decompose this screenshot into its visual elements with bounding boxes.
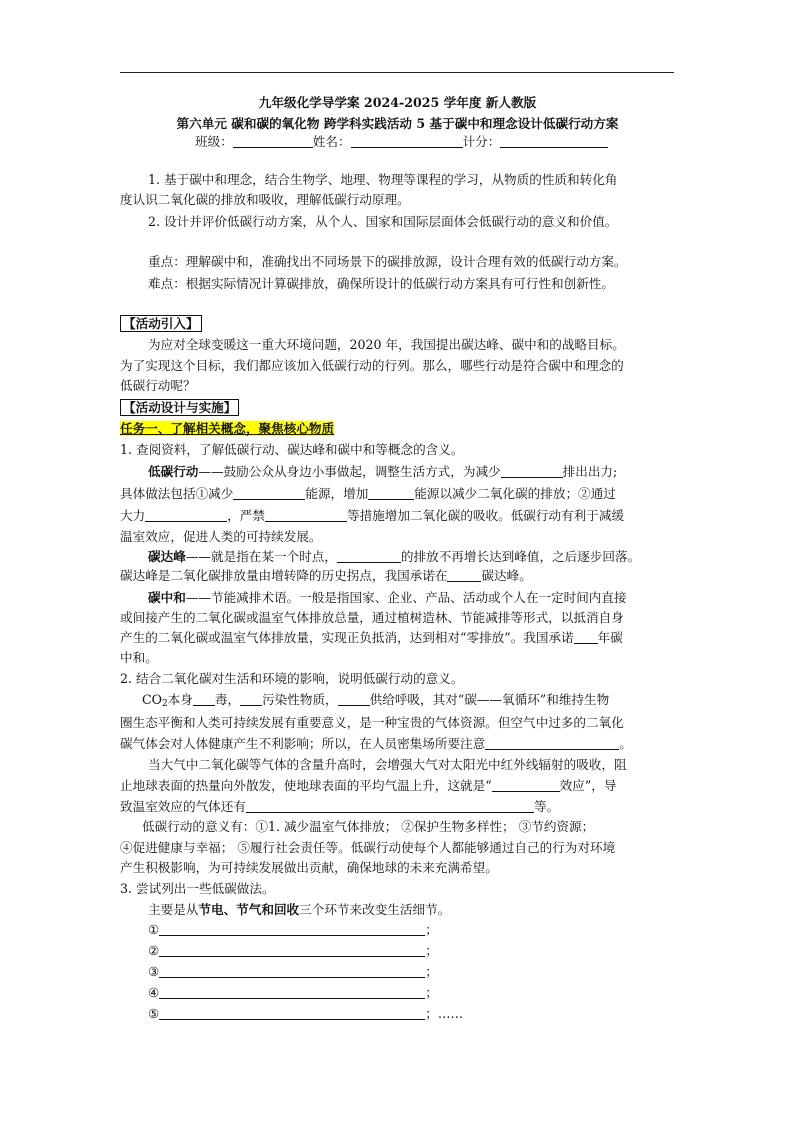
question-2: 2. 结合二氧化碳对生活和环境的影响，说明低碳行动的意义。: [120, 671, 464, 686]
student-info-row: [195, 132, 608, 152]
neutral-line2: 或间接产生的二氧化碳或温室气体排放总量，通过植树造林、节能减排等形式，以抵消自身: [120, 610, 624, 625]
blank-effect[interactable]: [492, 777, 560, 792]
score-field[interactable]: [500, 133, 608, 148]
score-label: 计分：: [462, 134, 501, 149]
blank-toxic[interactable]: [193, 691, 215, 706]
practice-item-1: ① ；: [148, 922, 438, 937]
practice-blank-4[interactable]: [159, 984, 425, 999]
difficult-point: 难点：根据实际情况计算碳排放，确保所设计的低碳行动方案具有可行性和创新性。: [148, 276, 614, 291]
goal-2: 2. 设计并评价低碳行动方案，从个人、国家和国际层面体会低碳行动的意义和价值。: [148, 214, 618, 229]
practice-item-5: ⑤ ；……: [148, 1006, 464, 1021]
co2-line3: 碳气体会对人体健康产生不利影响；所以，在人员密集场所要注意 。: [120, 736, 632, 751]
low-carbon-line2: 具体做法包括①减少 能源，增加 能源以减少二氧化碳的排放；②通过: [120, 486, 616, 501]
doc-title: 九年级化学导学案 2024-2025 学年度 新人教版: [258, 95, 537, 110]
intro-p1: 为应对全球变暖这一重大环境问题，2020 年，我国提出碳达峰、碳中和的战略目标。: [148, 337, 625, 352]
practice-item-2: ② ；: [148, 943, 438, 958]
main-approach: 主要是从节电、节气和回收三个环节来改变生活细节。: [148, 902, 451, 917]
practice-blank-1[interactable]: [159, 921, 425, 936]
neutral-line4: 中和。: [120, 650, 158, 665]
greenhouse-line2: 止地球表面的热量向外散发，使地球表面的平均气温上升，这就是“ 效应”，导: [120, 778, 617, 793]
blank-crowded-place[interactable]: [485, 735, 619, 750]
practice-blank-3[interactable]: [159, 963, 425, 978]
blank-vigorously[interactable]: [145, 507, 227, 522]
blank-peak-emission[interactable]: [337, 548, 401, 563]
blank-prohibit[interactable]: [265, 507, 347, 522]
low-carbon-line3: 大力 ，严禁 等措施增加二氧化碳的吸收。低碳行动有利于减缓: [120, 508, 625, 523]
greenhouse-line1: 当大气中二氧化碳等气体的含量升高时，会增强大气对太阳光中红外线辐射的吸收，阻: [148, 757, 627, 772]
low-carbon-line1: 低碳行动——鼓励公众从身边小事做起，调整生活方式，为减少 排出出力;: [148, 464, 618, 479]
peak-line2: 碳达峰是二氧化碳排放量由增转降的历史拐点，我国承诺在 碳达峰。: [120, 568, 532, 583]
goal-1a: 1. 基于碳中和理念，结合生物学、地理、物理等课程的学习，从物质的性质和转化角: [148, 172, 618, 187]
name-field[interactable]: [351, 133, 463, 148]
class-field[interactable]: [233, 133, 313, 148]
co2-line2: 圈生态平衡和人类可持续发展有重要意义，是一种宝贵的气体资源。但空气中过多的二氧化: [120, 715, 624, 730]
top-rule: [120, 72, 674, 73]
meaning-line2: ④促进健康与幸福； ⑤履行社会责任等。低碳行动使每个人都能够通过自己的行为对环境: [120, 840, 616, 855]
intro-p2: 为了实现这个目标，我们都应该加入低碳行动的行列。那么，哪些行动是符合碳中和理念的: [120, 358, 624, 373]
practice-blank-2[interactable]: [159, 942, 425, 957]
intro-p3: 低碳行动呢？: [120, 378, 196, 393]
blank-pollutant[interactable]: [240, 691, 262, 706]
class-label: 班级：: [195, 134, 233, 149]
neutral-line1: 碳中和——节能减排术语。一般是指国家、企业、产品、活动或个人在一定时间内直接: [148, 590, 627, 605]
practice-blank-5[interactable]: [159, 1005, 425, 1020]
question-3: 3. 尝试列出一些低碳做法。: [120, 881, 275, 896]
name-label: 姓名：: [312, 134, 351, 149]
key-point: 重点：理解碳中和，准确找出不同场景下的碳排放源，设计合理有效的低碳行动方案。: [148, 254, 627, 269]
practice-item-4: ④ ；: [148, 985, 438, 1000]
meaning-line3: 产生积极影响，为可持续发展做出贡献，确保地球的未来充满希望。: [120, 860, 498, 875]
blank-energy-reduce[interactable]: [233, 485, 305, 500]
question-1: 1. 查阅资料，了解低碳行动、碳达峰和碳中和等概念的含义。: [120, 442, 464, 457]
blank-energy-increase[interactable]: [368, 485, 414, 500]
co2-line1: $CO_2$本身 毒， 污染性物质， 供给呼吸，其对“碳——氧循环”和维持生物: [142, 692, 610, 709]
intro-heading: 【活动引入】: [120, 314, 202, 334]
design-heading: 【活动设计与实施】: [120, 398, 239, 418]
blank-respiration[interactable]: [338, 691, 370, 706]
doc-subtitle: 第六单元 碳和碳的氧化物 跨学科实践活动 5 基于碳中和理念设计低碳行动方案: [176, 116, 619, 131]
peak-line1: 碳达峰——就是指在某一个时点， 的排放不再增长达到峰值，之后逐步回落。: [148, 549, 641, 564]
task-one-heading: 任务一、了解相关概念，聚焦核心物质: [120, 421, 335, 436]
blank-greenhouse-gases[interactable]: [246, 798, 534, 813]
blank-reduce[interactable]: [501, 463, 563, 478]
meaning-line1: 低碳行动的意义有：①1. 减少温室气体排放； ②保护生物多样性； ③节约资源；: [142, 819, 595, 834]
neutral-line3: 产生的二氧化碳或温室气体排放量，实现正负抵消，达到相对“零排放”。我国承诺 年碳: [120, 630, 623, 645]
practice-item-3: ③ ；: [148, 964, 438, 979]
low-carbon-line4: 温室效应，促进人类的可持续发展。: [120, 529, 322, 544]
blank-peak-year[interactable]: [447, 567, 481, 582]
greenhouse-line3: 致温室效应的气体还有 等。: [120, 799, 560, 814]
goal-1b: 度认识二氧化碳的排放和吸收，理解低碳行动原理。: [120, 192, 410, 207]
blank-neutral-year[interactable]: [574, 629, 598, 644]
